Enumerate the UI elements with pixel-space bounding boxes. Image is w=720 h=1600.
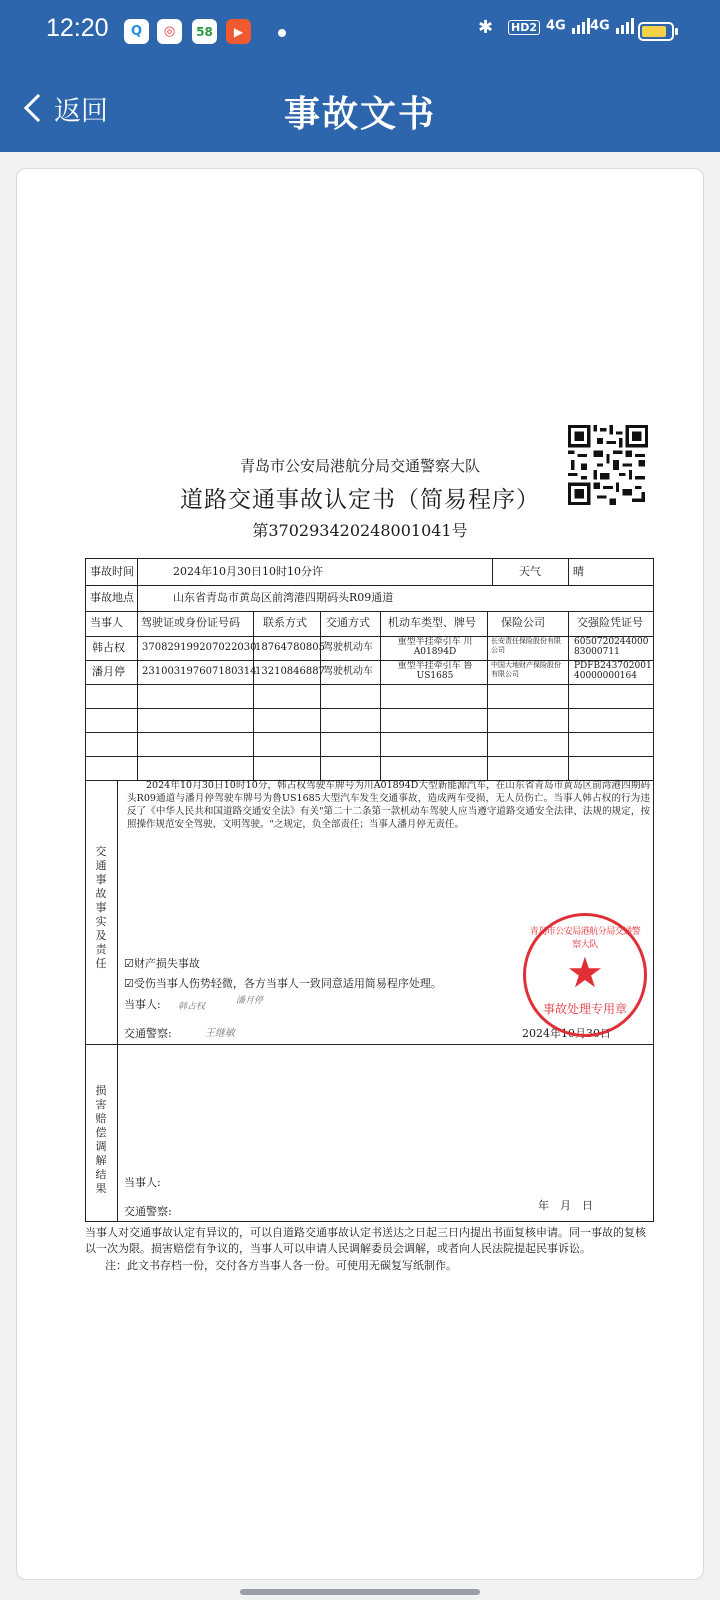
minor-injury-checkbox: ☑受伤当事人伤势轻微，各方当事人一致同意适用简易程序处理。 <box>124 977 442 990</box>
weather-label: 天气 <box>519 565 541 578</box>
party-1-id: 370829199207022030 <box>142 642 257 653</box>
seal-organization: 青岛市公安局港航分局交通警察大队 <box>529 927 641 950</box>
party-1-insurer: 长安责任保险股份有限公司 <box>491 637 561 654</box>
red-envelope-app-icon: ◎ <box>157 19 182 44</box>
id-number-header: 驾驶证或身份证号码 <box>141 616 240 629</box>
document-number: 第370293420248001041号 <box>252 521 468 540</box>
accident-time-value: 2024年10月30日10时10分许 <box>173 565 323 578</box>
facts-police-sign-label: 交通警察: <box>124 1027 172 1040</box>
hd-voice-icon: HD2 <box>508 20 540 35</box>
filing-note: 注：此文书存档一份，交付各方当事人各一份。可使用无碳复写纸制作。 <box>105 1259 457 1272</box>
accident-time-label: 事故时间 <box>90 565 134 578</box>
party-2-policy: PDFB24370200140000000164 <box>574 661 652 681</box>
mediation-date-blank: 年 月 日 <box>538 1199 593 1212</box>
issue-date: 2024年10月30日 <box>522 1027 611 1040</box>
status-time: 12:20 <box>46 14 109 42</box>
sim2-network-label: 4G <box>590 18 610 34</box>
vehicle-header: 机动车类型、牌号 <box>388 616 476 629</box>
back-label: 返回 <box>54 95 108 127</box>
page-title: 事故文书 <box>283 94 436 135</box>
accident-facts-text: 2024年10月30日10时10分，韩占权驾驶车牌号为川A01894D大型新能源汽车，在山东省青岛市黄岛区前湾港四期码头R09通道与潘月停驾驶车牌号为鲁US1685大型汽车发生交通事故，造成两车受损，无人员伤亡。当事人韩占权的行为违反了《中华人民共和国道路交通安全法》有关"第二十二条第一款机动车驾驶人应当遵守道路交通安全法律、法规的规定，按照操作规范安全驾驶、文明驾驶。"之规定，负全部责任；当事人潘月停无责任。 <box>127 780 650 830</box>
party-2-signature: 潘月停 <box>236 996 264 1006</box>
facts-party-sign-label: 当事人: <box>124 998 161 1011</box>
party-1-mode: 驾驶机动车 <box>323 642 373 653</box>
accident-place-value: 山东省青岛市黄岛区前湾港四期码头R09通道 <box>173 591 394 604</box>
party-1-name: 韩占权 <box>92 641 125 654</box>
star-icon: ★ <box>566 948 604 997</box>
party-2-mode: 驾驶机动车 <box>323 666 373 677</box>
document-title: 道路交通事故认定书（简易程序） <box>180 487 540 513</box>
official-seal <box>523 913 647 1037</box>
contact-header: 联系方式 <box>263 616 307 629</box>
traffic-mode-header: 交通方式 <box>326 616 370 629</box>
mediation-police-sign-label: 交通警察: <box>124 1205 172 1218</box>
search-app-icon: Q <box>124 19 149 44</box>
mediation-section-label: 损害赔偿调解结果 <box>95 1084 107 1195</box>
appeal-notice: 当事人对交通事故认定有异议的，可以自道路交通事故认定书送达之日起三日内提出书面复核申请。同一事故的复核以一次为限。损害赔偿有争议的，当事人可以申请人民调解委员会调解，或者向人民法院提起民事诉讼。 <box>85 1226 646 1255</box>
party-1-vehicle: 重型半挂牵引车 川A01894D <box>397 637 473 657</box>
bluetooth-icon: ✱ <box>478 17 494 38</box>
property-loss-checkbox: ☑财产损失事故 <box>124 957 200 970</box>
party-2-contact: 13210846887 <box>255 666 325 677</box>
issuing-organization: 青岛市公安局港航分局交通警察大队 <box>239 457 480 475</box>
party-1-contact: 18764780805 <box>255 642 325 653</box>
party-header: 当事人 <box>90 616 123 629</box>
sim1-network-label: 4G <box>546 18 566 34</box>
insurer-header: 保险公司 <box>501 616 545 629</box>
weather-value: 晴 <box>573 565 584 578</box>
home-indicator[interactable] <box>240 1589 480 1595</box>
party-2-vehicle: 重型半挂牵引车 鲁US1685 <box>397 661 473 681</box>
accident-place-label: 事故地点 <box>90 591 134 604</box>
seal-purpose: 事故处理专用章 <box>542 1002 627 1016</box>
58-app-icon: 58 <box>192 19 217 44</box>
party-2-id: 231003197607180314 <box>142 666 257 677</box>
video-app-icon: ▶ <box>226 19 251 44</box>
party-1-policy: 605072024400083000711 <box>574 637 649 657</box>
party-2-insurer: 中国大地财产保险股份有限公司 <box>491 661 561 678</box>
party-1-signature: 韩占权 <box>178 1002 206 1012</box>
mediation-party-sign-label: 当事人: <box>124 1176 161 1189</box>
party-2-name: 潘月停 <box>92 665 125 678</box>
policy-header: 交强险凭证号 <box>577 616 643 629</box>
police-signature: 王继敏 <box>205 1028 235 1039</box>
facts-section-label: 交通事故事实及责任 <box>95 845 107 970</box>
